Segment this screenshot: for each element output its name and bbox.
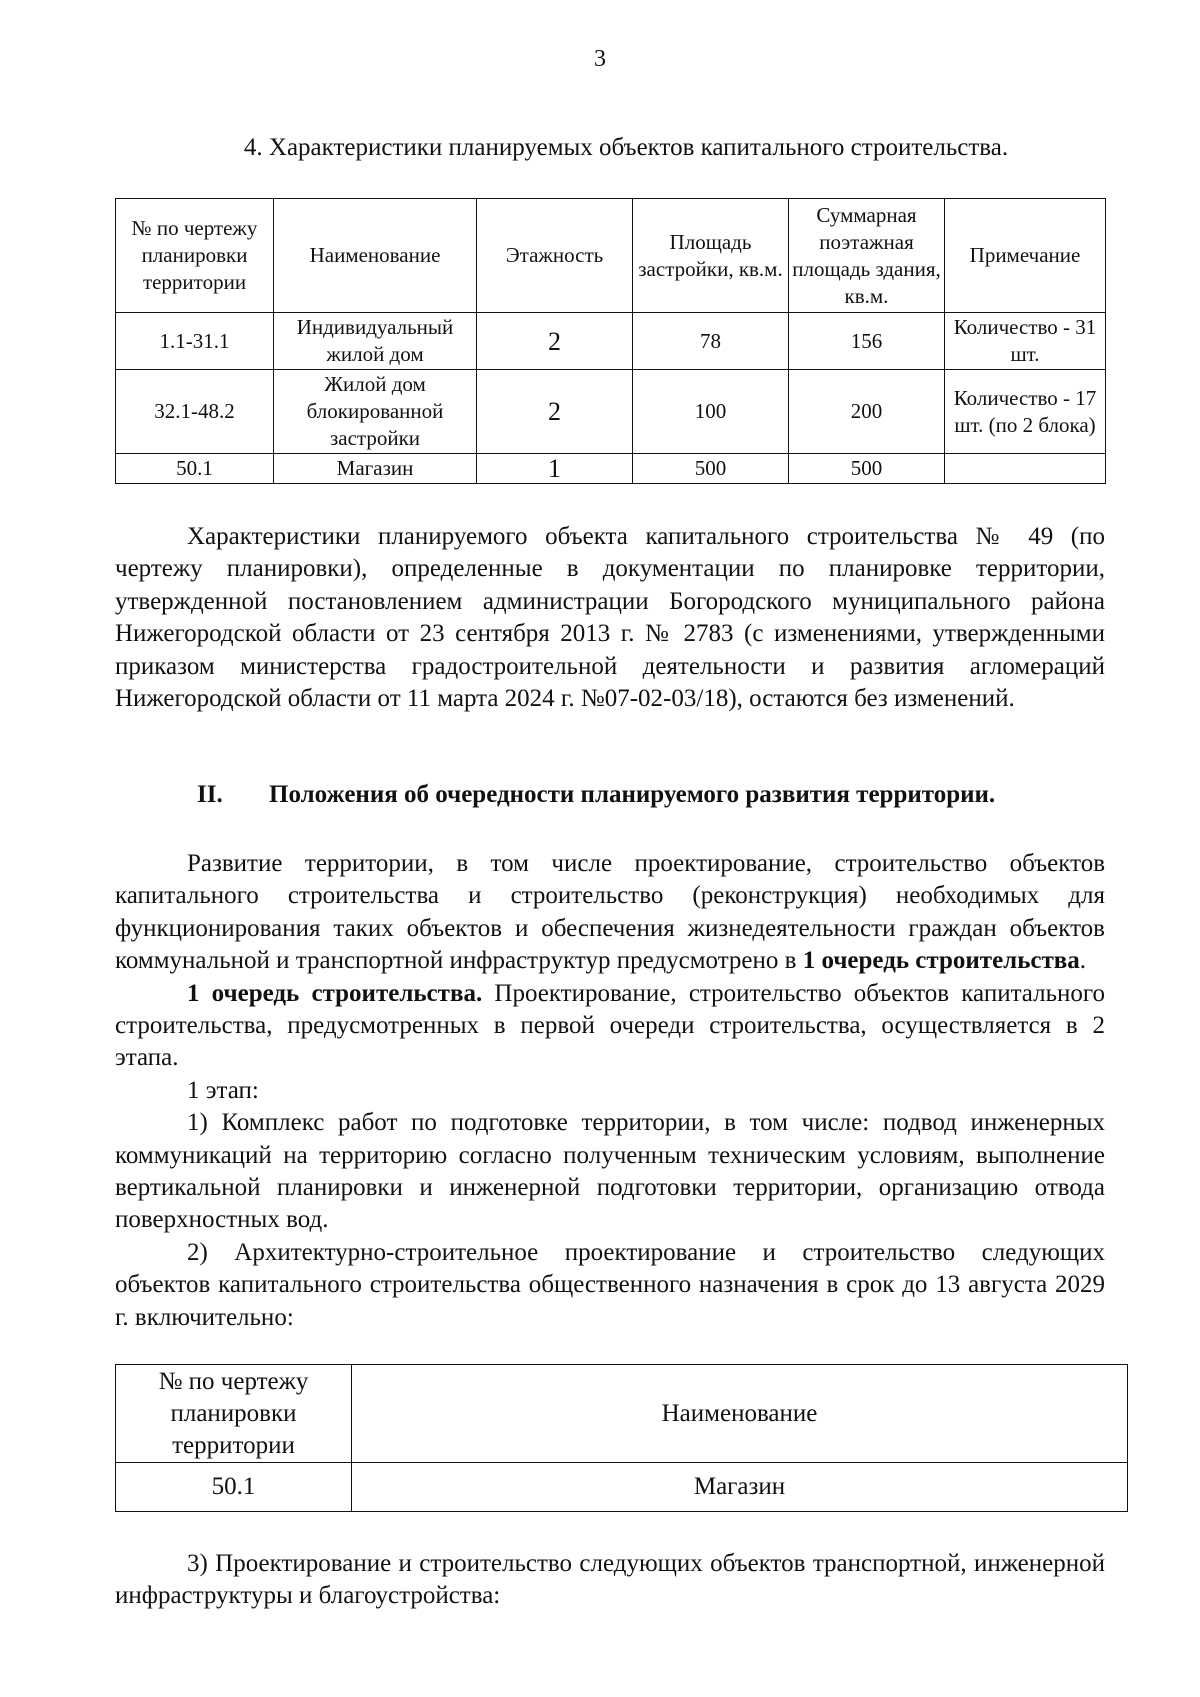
cell-floors: 1: [477, 454, 633, 484]
cell-total-area: 156: [789, 313, 945, 370]
list-item: 3) Проектирование и строительство следующих объектов транспортной, инженерной инфраструктуры и благоустройства:: [115, 1550, 1105, 1610]
section-4-title: 4. Характеристики планируемых объектов капитального строительства.: [243, 134, 1009, 161]
header-cell: Этажность: [477, 199, 633, 313]
header-cell: № по чертежу планировки территории: [116, 1365, 352, 1463]
cell-area: 78: [633, 313, 789, 370]
cell-note: Количество - 31 шт.: [945, 313, 1106, 370]
paragraph-object-49: [115, 521, 1105, 715]
public-objects-table: [115, 1364, 1128, 1512]
stage-label: 1 этап:: [187, 1076, 259, 1104]
page-number: 3: [594, 46, 606, 72]
cell-number: 1.1-31.1: [116, 313, 274, 370]
cell-total-area: 200: [789, 370, 945, 454]
paragraph-text: Проектирование, строительство объектов капитального строительства, предусмотренных в первой очереди строительства, осуществляется в 2 этапа.: [115, 979, 1106, 1072]
bold-phrase: 1 очередь строительства: [802, 947, 1080, 975]
paragraph-development: [115, 848, 1105, 978]
cell-note: Количество - 17 шт. (по 2 блока): [945, 370, 1106, 454]
list-item: 2) Архитектурно-строительное проектирование и строительство следующих объектов капитального строительства общественного назначения в срок до 13 августа 2029 г. включительно:: [115, 1238, 1105, 1331]
cell-number: 50.1: [116, 1463, 352, 1512]
header-cell: № по чертежу планировки территории: [116, 199, 274, 313]
cell-number: 32.1-48.2: [116, 370, 274, 454]
table-row: [116, 454, 1106, 484]
cell-note: [945, 454, 1106, 484]
header-cell: Наименование: [274, 199, 477, 313]
header-cell: Примечание: [945, 199, 1106, 313]
section-title: Положения об очередности планируемого развития территории.: [269, 781, 996, 808]
cell-name: Индивидуальный жилой дом: [274, 313, 477, 370]
cell-area: 100: [633, 370, 789, 454]
section-number: II.: [197, 781, 223, 808]
table-row: [116, 313, 1106, 370]
cell-area: 500: [633, 454, 789, 484]
cell-floors: 2: [477, 370, 633, 454]
list-item: 1) Комплекс работ по подготовке территории, в том числе: подвод инженерных коммуникаций на территорию согласно полученным техническим условиям, выполнение вертикальной планировки и инженерной подготовки территории, организацию отвода поверхностных вод.: [115, 1109, 1105, 1234]
cell-name: Магазин: [352, 1463, 1128, 1512]
paragraph-text: Характеристики планируемого объекта капитального строительства № 49 (по чертежу планировки), определенные в документации по планировке территории, утвержденной постановлением администрации Богородского муниципального района Нижегородской области от 23 сентября 2013 г. № 2783 (с изменениями, утвержденными приказом министерства градостроительной деятельности и развития агломераций Нижегородской области от 11 марта 2024 г. №07-02-03/18), остаются без изменений.: [115, 523, 1105, 713]
table-row: [116, 370, 1106, 454]
cell-name: Жилой дом блокированной застройки: [274, 370, 477, 454]
cell-total-area: 500: [789, 454, 945, 484]
header-cell: Площадь застройки, кв.м.: [633, 199, 789, 313]
capital-objects-table: [115, 198, 1106, 484]
cell-floors: 2: [477, 313, 633, 370]
table-header-row: [116, 199, 1106, 313]
bold-phrase: 1 очередь строительства.: [187, 979, 483, 1007]
header-cell: Наименование: [352, 1365, 1128, 1463]
paragraph-end: .: [1079, 947, 1087, 975]
paragraph-item-3: [115, 1548, 1105, 1613]
cell-number: 50.1: [116, 454, 274, 484]
main-text: [115, 848, 1105, 1334]
cell-name: Магазин: [274, 454, 477, 484]
paragraph-text: Развитие территории, в том числе проектирование, строительство объектов капитального строительства и строительство (реконструкция) необходимых для функционирования таких объектов и обеспечения жизнедеятельности граждан объектов коммунальной и транспортной инфраструктур предусмотрено в: [115, 850, 1105, 975]
header-cell: Суммарная поэтажная площадь здания, кв.м.: [789, 199, 945, 313]
table-header-row: [116, 1365, 1128, 1463]
table-row: [116, 1463, 1128, 1512]
paragraph-first-stage: [115, 978, 1105, 1075]
